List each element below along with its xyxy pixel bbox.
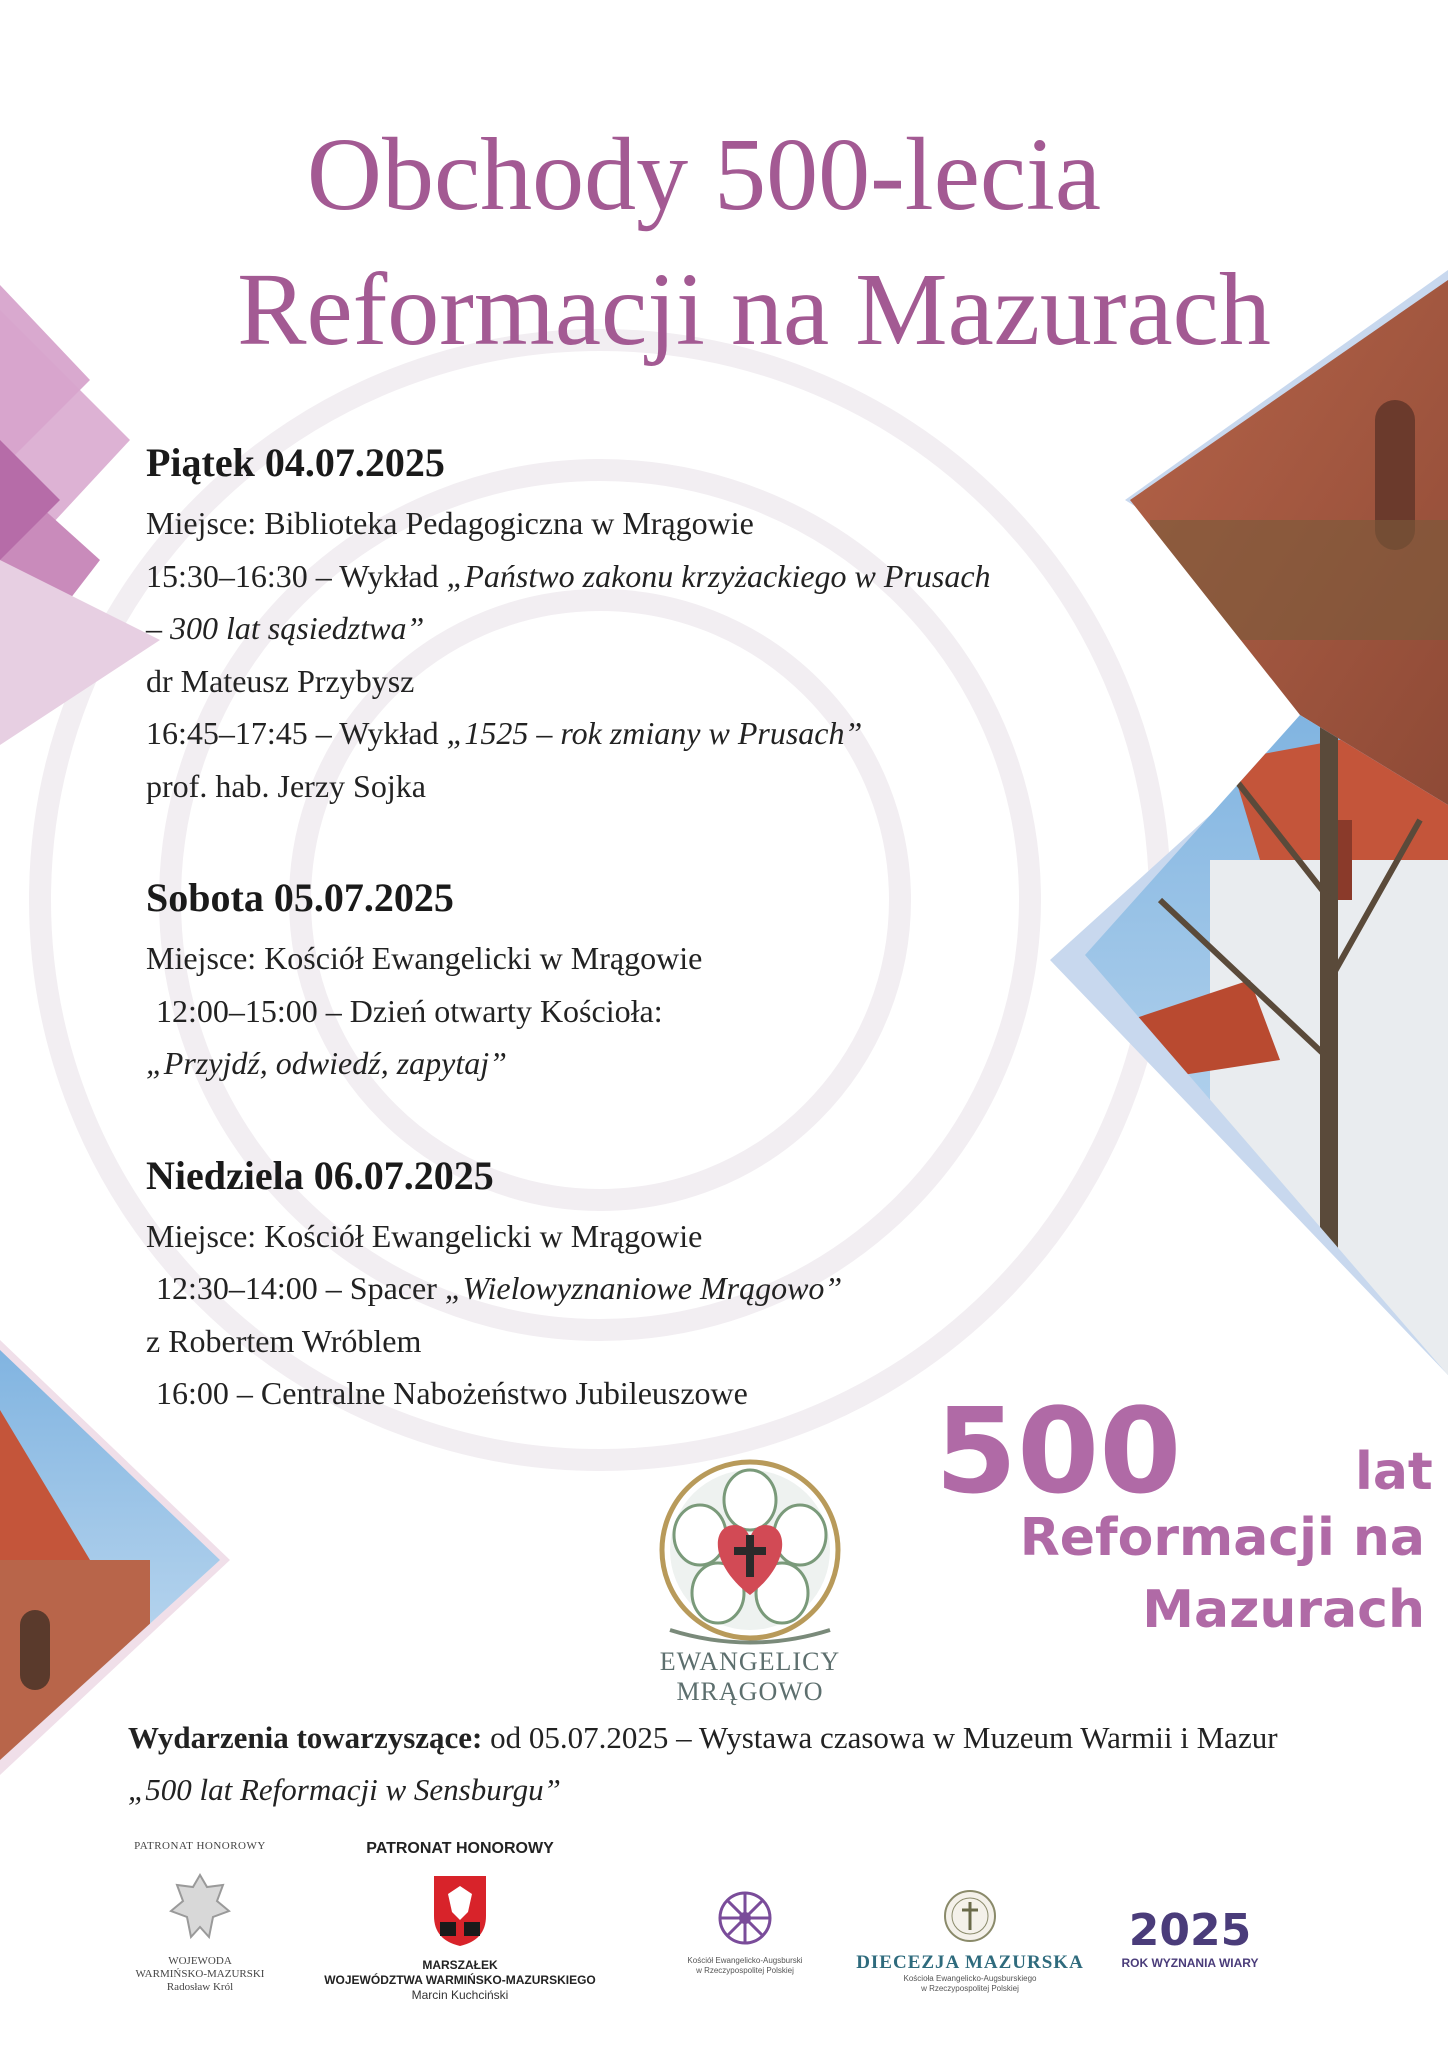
page-title-line-1: Obchody 500-lecia	[306, 117, 1102, 232]
diocese-name: DIECEZJA MAZURSKA	[856, 1952, 1084, 1973]
patron-line: WOJEWODA	[168, 1955, 232, 1967]
diocese-line: w Rzeczypospolitej Polskiej	[921, 1984, 1019, 1993]
day-block-saturday	[146, 870, 1206, 1090]
brand-line-2: Reformacji na	[1019, 1508, 1425, 1568]
schedule-line: 16:45–17:45 – Wykład „1525 – rok zmiany w Prusach”	[146, 715, 863, 751]
anniversary-logo	[935, 1380, 1433, 1670]
schedule-line: Miejsce: Biblioteka Pedagogiczna w Mrągowie	[146, 505, 754, 541]
schedule	[146, 435, 1206, 1478]
year-label: ROK WYZNANIA WIARY	[1121, 1956, 1259, 1970]
diocese-seal-icon	[942, 1888, 998, 1944]
patron-marszalek	[290, 1840, 630, 2002]
ewangelicy-mragowo-logo	[640, 1455, 860, 1705]
day-heading: Sobota 05.07.2025	[146, 875, 454, 920]
diocese-logo	[850, 1888, 1090, 1994]
patron-heading: PATRONAT HONOROWY	[366, 1840, 554, 1857]
rok-wyznania-wiary-logo	[1100, 1905, 1280, 1970]
schedule-line: 12:00–15:00 – Dzień otwarty Kościoła:	[156, 992, 663, 1029]
schedule-line: Miejsce: Kościół Ewangelicki w Mrągowie	[146, 940, 703, 976]
accompanying-events	[128, 1712, 1428, 1816]
church-logo	[660, 1890, 830, 1976]
page-title-line-2: Reformacji na Mazurach	[237, 252, 1271, 367]
schedule-line: „Przyjdź, odwiedź, zapytaj”	[146, 1045, 507, 1081]
church-line: Kościół Ewangelicko-Augsburski	[687, 1956, 803, 1965]
footer-patrons	[100, 1840, 1360, 2040]
diocese-line: Kościoła Ewangelicko-Augsburskiego	[903, 1974, 1037, 1983]
schedule-line: – 300 lat sąsiedztwa”	[146, 610, 425, 646]
day-block-friday	[146, 435, 1206, 812]
schedule-line: z Robertem Wróblem	[146, 1322, 422, 1359]
year-number: 2025	[1128, 1905, 1252, 1956]
accompanying-exhibition-title: „500 lat Reformacji w Sensburgu”	[128, 1772, 561, 1807]
patron-heading: PATRONAT HONOROWY	[134, 1840, 266, 1852]
schedule-line: Miejsce: Kościół Ewangelicki w Mrągowie	[146, 1217, 703, 1254]
patron-wojewoda	[100, 1840, 300, 1994]
brand-number: 500	[935, 1382, 1182, 1510]
infinity-500-graphic	[935, 1380, 1355, 1510]
patron-line: WOJEWÓDZTWA WARMIŃSKO-MAZURSKIEGO	[324, 1973, 596, 1987]
schedule-line: 15:30–16:30 – Wykład „Państwo zakonu krzyżackiego w Prusach	[146, 557, 991, 594]
accompanying-line-1: Wydarzenia towarzyszące: od 05.07.2025 – Wystawa czasowa w Muzeum Warmii i Mazur	[128, 1720, 1278, 1755]
day-block-sunday	[146, 1148, 1206, 1420]
eagle-emblem-icon	[165, 1867, 235, 1947]
church-wheel-icon	[717, 1890, 773, 1946]
luther-rose-icon	[640, 1455, 860, 1645]
coat-of-arms-icon	[430, 1872, 490, 1948]
schedule-line: dr Mateusz Przybysz	[146, 662, 415, 699]
schedule-line: prof. hab. Jerzy Sojka	[146, 767, 426, 804]
patron-line: WARMIŃSKO-MAZURSKI	[135, 1968, 265, 1980]
schedule-line: 16:00 – Centralne Nabożeństwo Jubileuszowe	[156, 1375, 748, 1411]
church-line: w Rzeczypospolitej Polskiej	[696, 1966, 794, 1975]
seal-text-line-1: EWANGELICY	[659, 1647, 841, 1676]
brand-line-3: Mazurach	[1142, 1580, 1425, 1640]
brand-lat: lat	[1355, 1442, 1433, 1502]
seal-text-line-2: MRĄGOWO	[676, 1677, 824, 1706]
day-heading: Piątek 04.07.2025	[146, 440, 445, 485]
day-heading: Niedziela 06.07.2025	[146, 1152, 494, 1198]
schedule-line: 12:30–14:00 – Spacer „Wielowyznaniowe Mrągowo”	[156, 1270, 843, 1306]
patron-line: MARSZAŁEK	[422, 1958, 498, 1972]
patron-name: Marcin Kuchciński	[411, 1988, 509, 2002]
patron-name: Radosław Król	[166, 1981, 234, 1993]
